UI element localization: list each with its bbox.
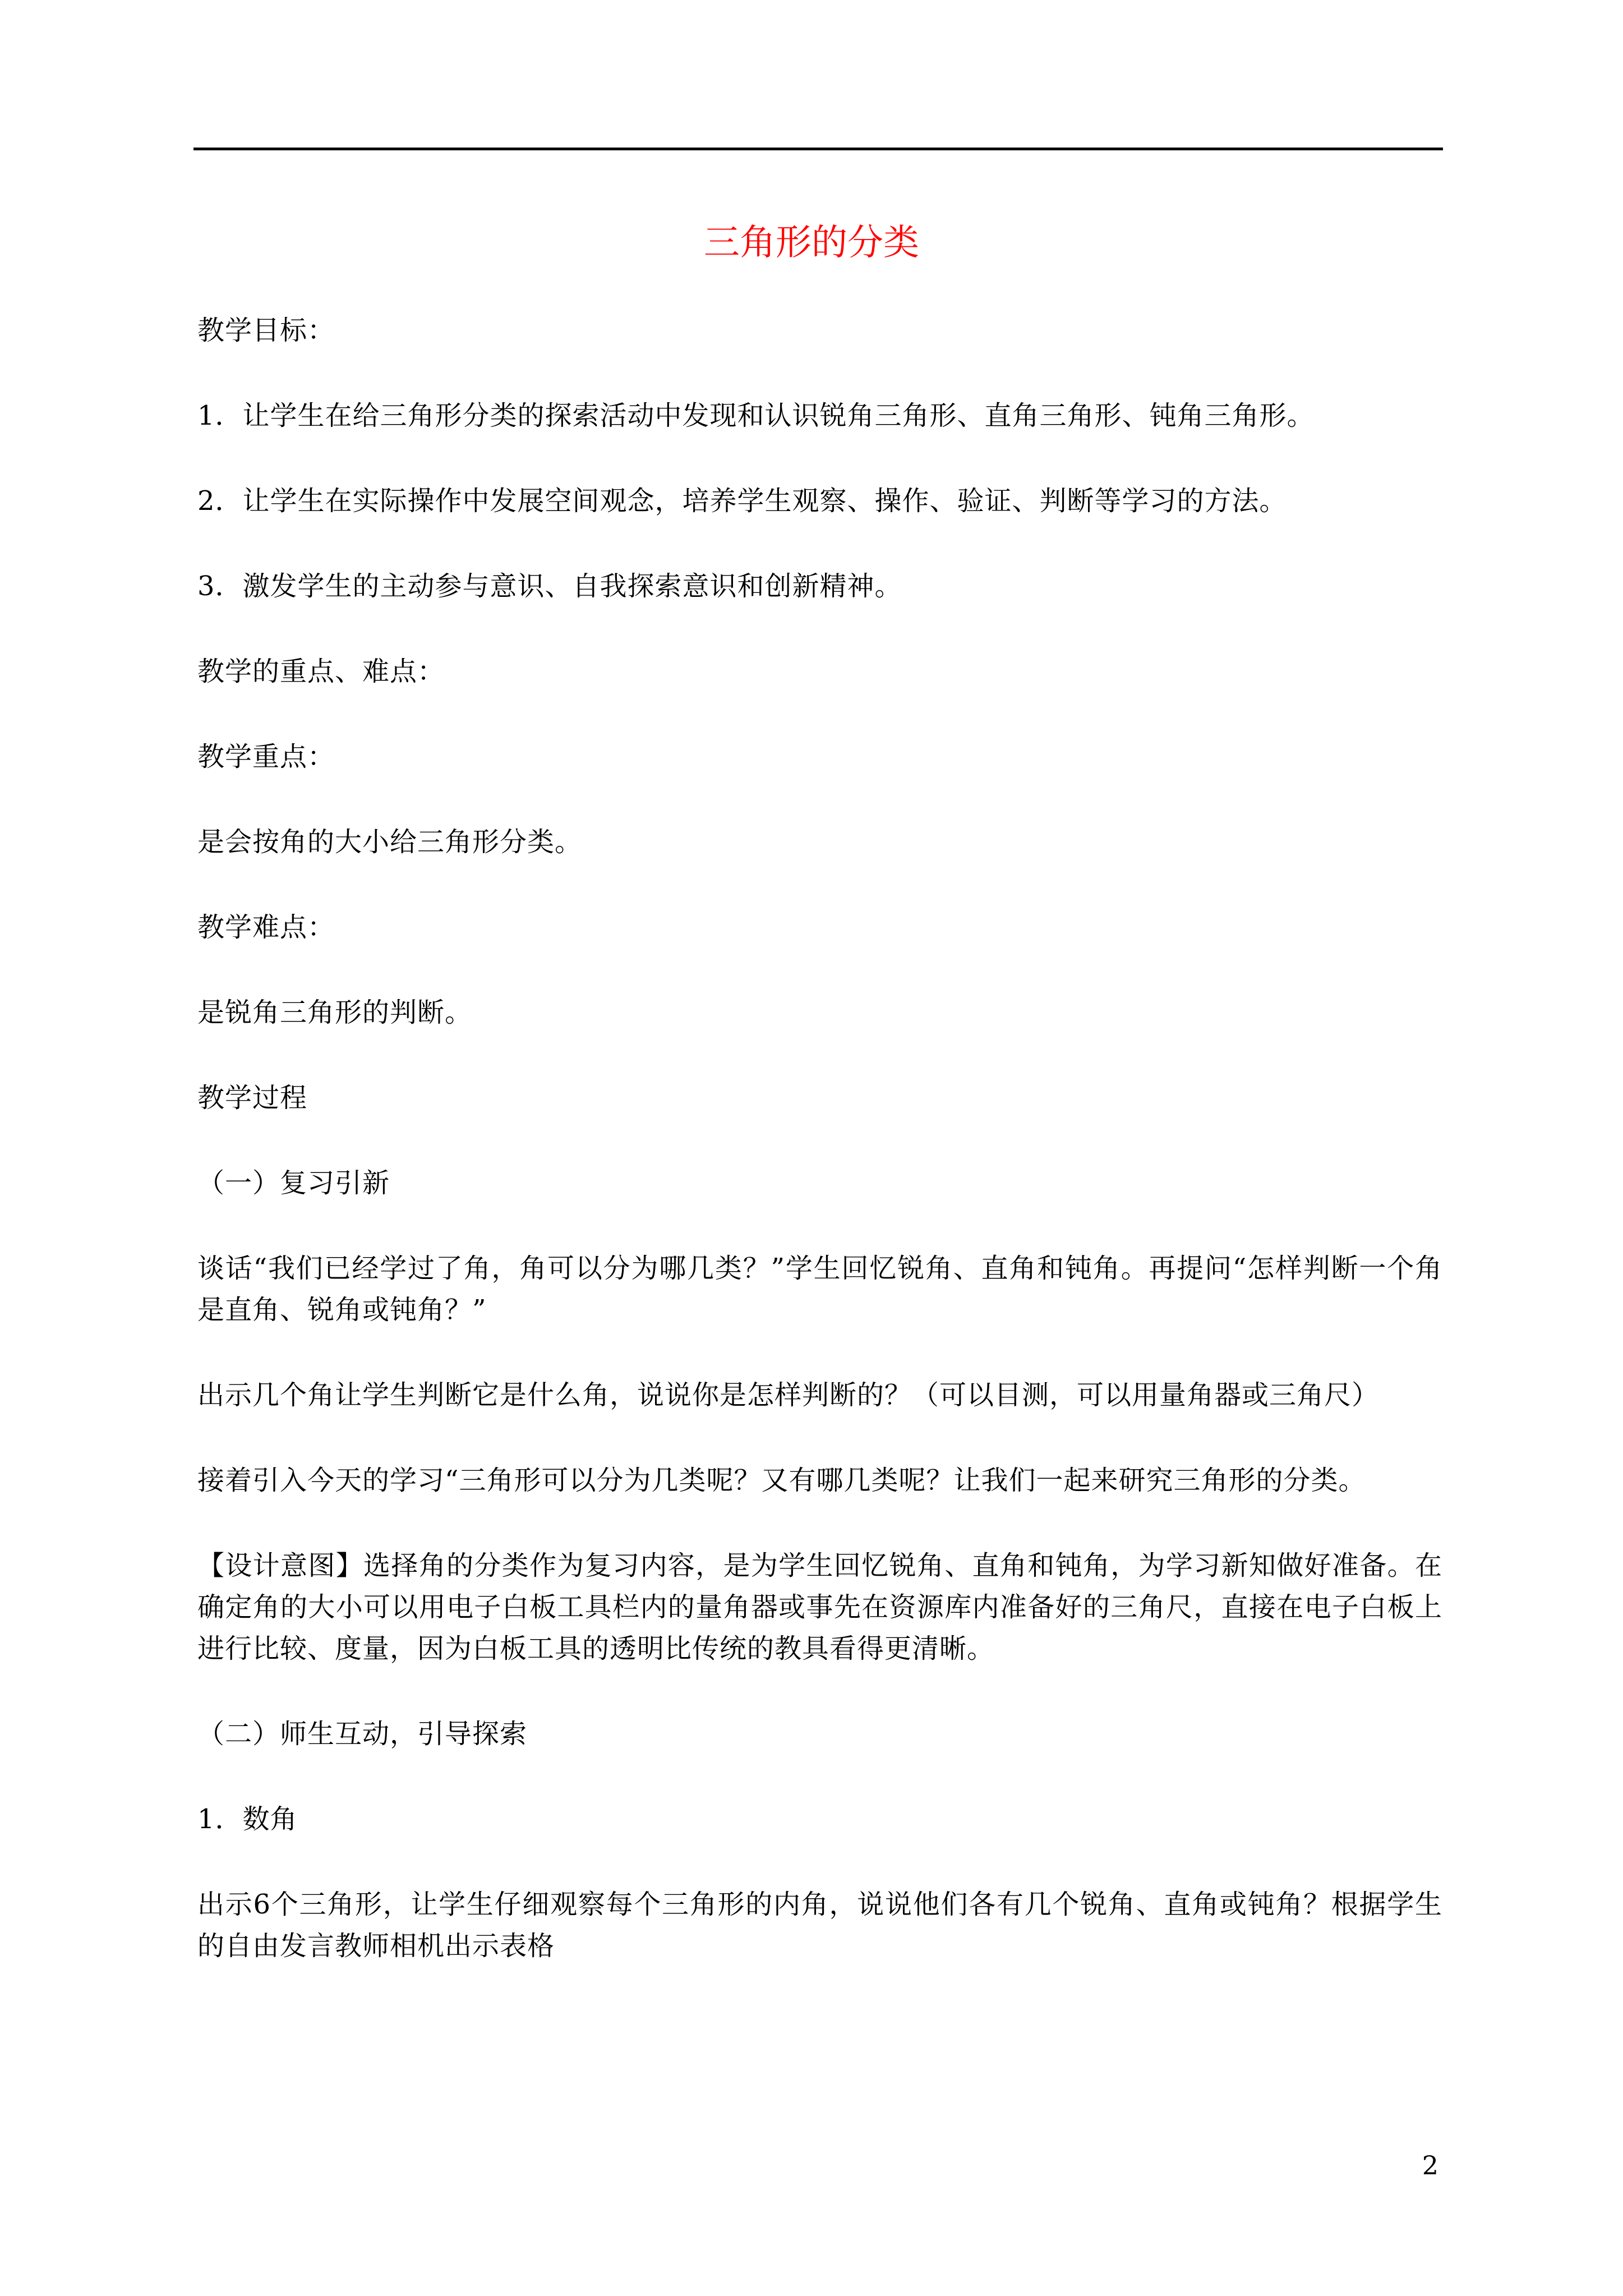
paragraph: 3．激发学生的主动参与意识、自我探索意识和创新精神。 bbox=[197, 570, 902, 602]
paragraph: 2．让学生在实际操作中发展空间观念，培养学生观察、操作、验证、判断等学习的方法。 bbox=[197, 485, 1287, 517]
paragraph: 教学目标： bbox=[197, 315, 335, 346]
paragraph: 【设计意图】选择角的分类作为复习内容，是为学生回忆锐角、直角和钝角，为学习新知做好准备。在确定角的大小可以用电子白板工具栏内的量角器或事先在资源库内准备好的三角尺，直接在电子白板上进行比较、度量，因为白板工具的透明比传统的教具看得更清晰。 bbox=[197, 1550, 1442, 1664]
paragraph: 1．让学生在给三角形分类的探索活动中发现和认识锐角三角形、直角三角形、钝角三角形。 bbox=[197, 400, 1315, 431]
header-rule bbox=[193, 148, 1443, 150]
paragraph: 教学难点： bbox=[197, 912, 335, 943]
paragraph: 是会按角的大小给三角形分类。 bbox=[197, 826, 583, 858]
paragraph: 是锐角三角形的判断。 bbox=[197, 997, 473, 1028]
document-body bbox=[197, 310, 1442, 2010]
document-title: 三角形的分类 bbox=[704, 222, 919, 264]
page-number: 2 bbox=[1422, 2150, 1438, 2180]
paragraph: 1．数角 bbox=[197, 1803, 298, 1835]
paragraph: （二）师生互动，引导探索 bbox=[197, 1718, 528, 1750]
paragraph: 教学重点： bbox=[197, 741, 335, 772]
paragraph: 接着引入今天的学习“三角形可以分为几类呢？又有哪几类呢？让我们一起来研究三角形的分类。 bbox=[197, 1465, 1366, 1496]
paragraph: （一）复习引新 bbox=[197, 1167, 390, 1199]
paragraph: 出示6个三角形，让学生仔细观察每个三角形的内角，说说他们各有几个锐角、直角或钝角？根据学生的自由发言教师相机出示表格 bbox=[197, 1889, 1442, 1962]
paragraph: 出示几个角让学生判断它是什么角，说说你是怎样判断的？（可以目测，可以用量角器或三角尺） bbox=[197, 1379, 1380, 1411]
paragraph: 谈话“我们已经学过了角，角可以分为哪几类？”学生回忆锐角、直角和钝角。再提问“怎样判断一个角是直角、锐角或钝角？” bbox=[197, 1253, 1442, 1326]
paragraph: 教学的重点、难点： bbox=[197, 656, 445, 687]
paragraph: 教学过程 bbox=[197, 1082, 308, 1114]
